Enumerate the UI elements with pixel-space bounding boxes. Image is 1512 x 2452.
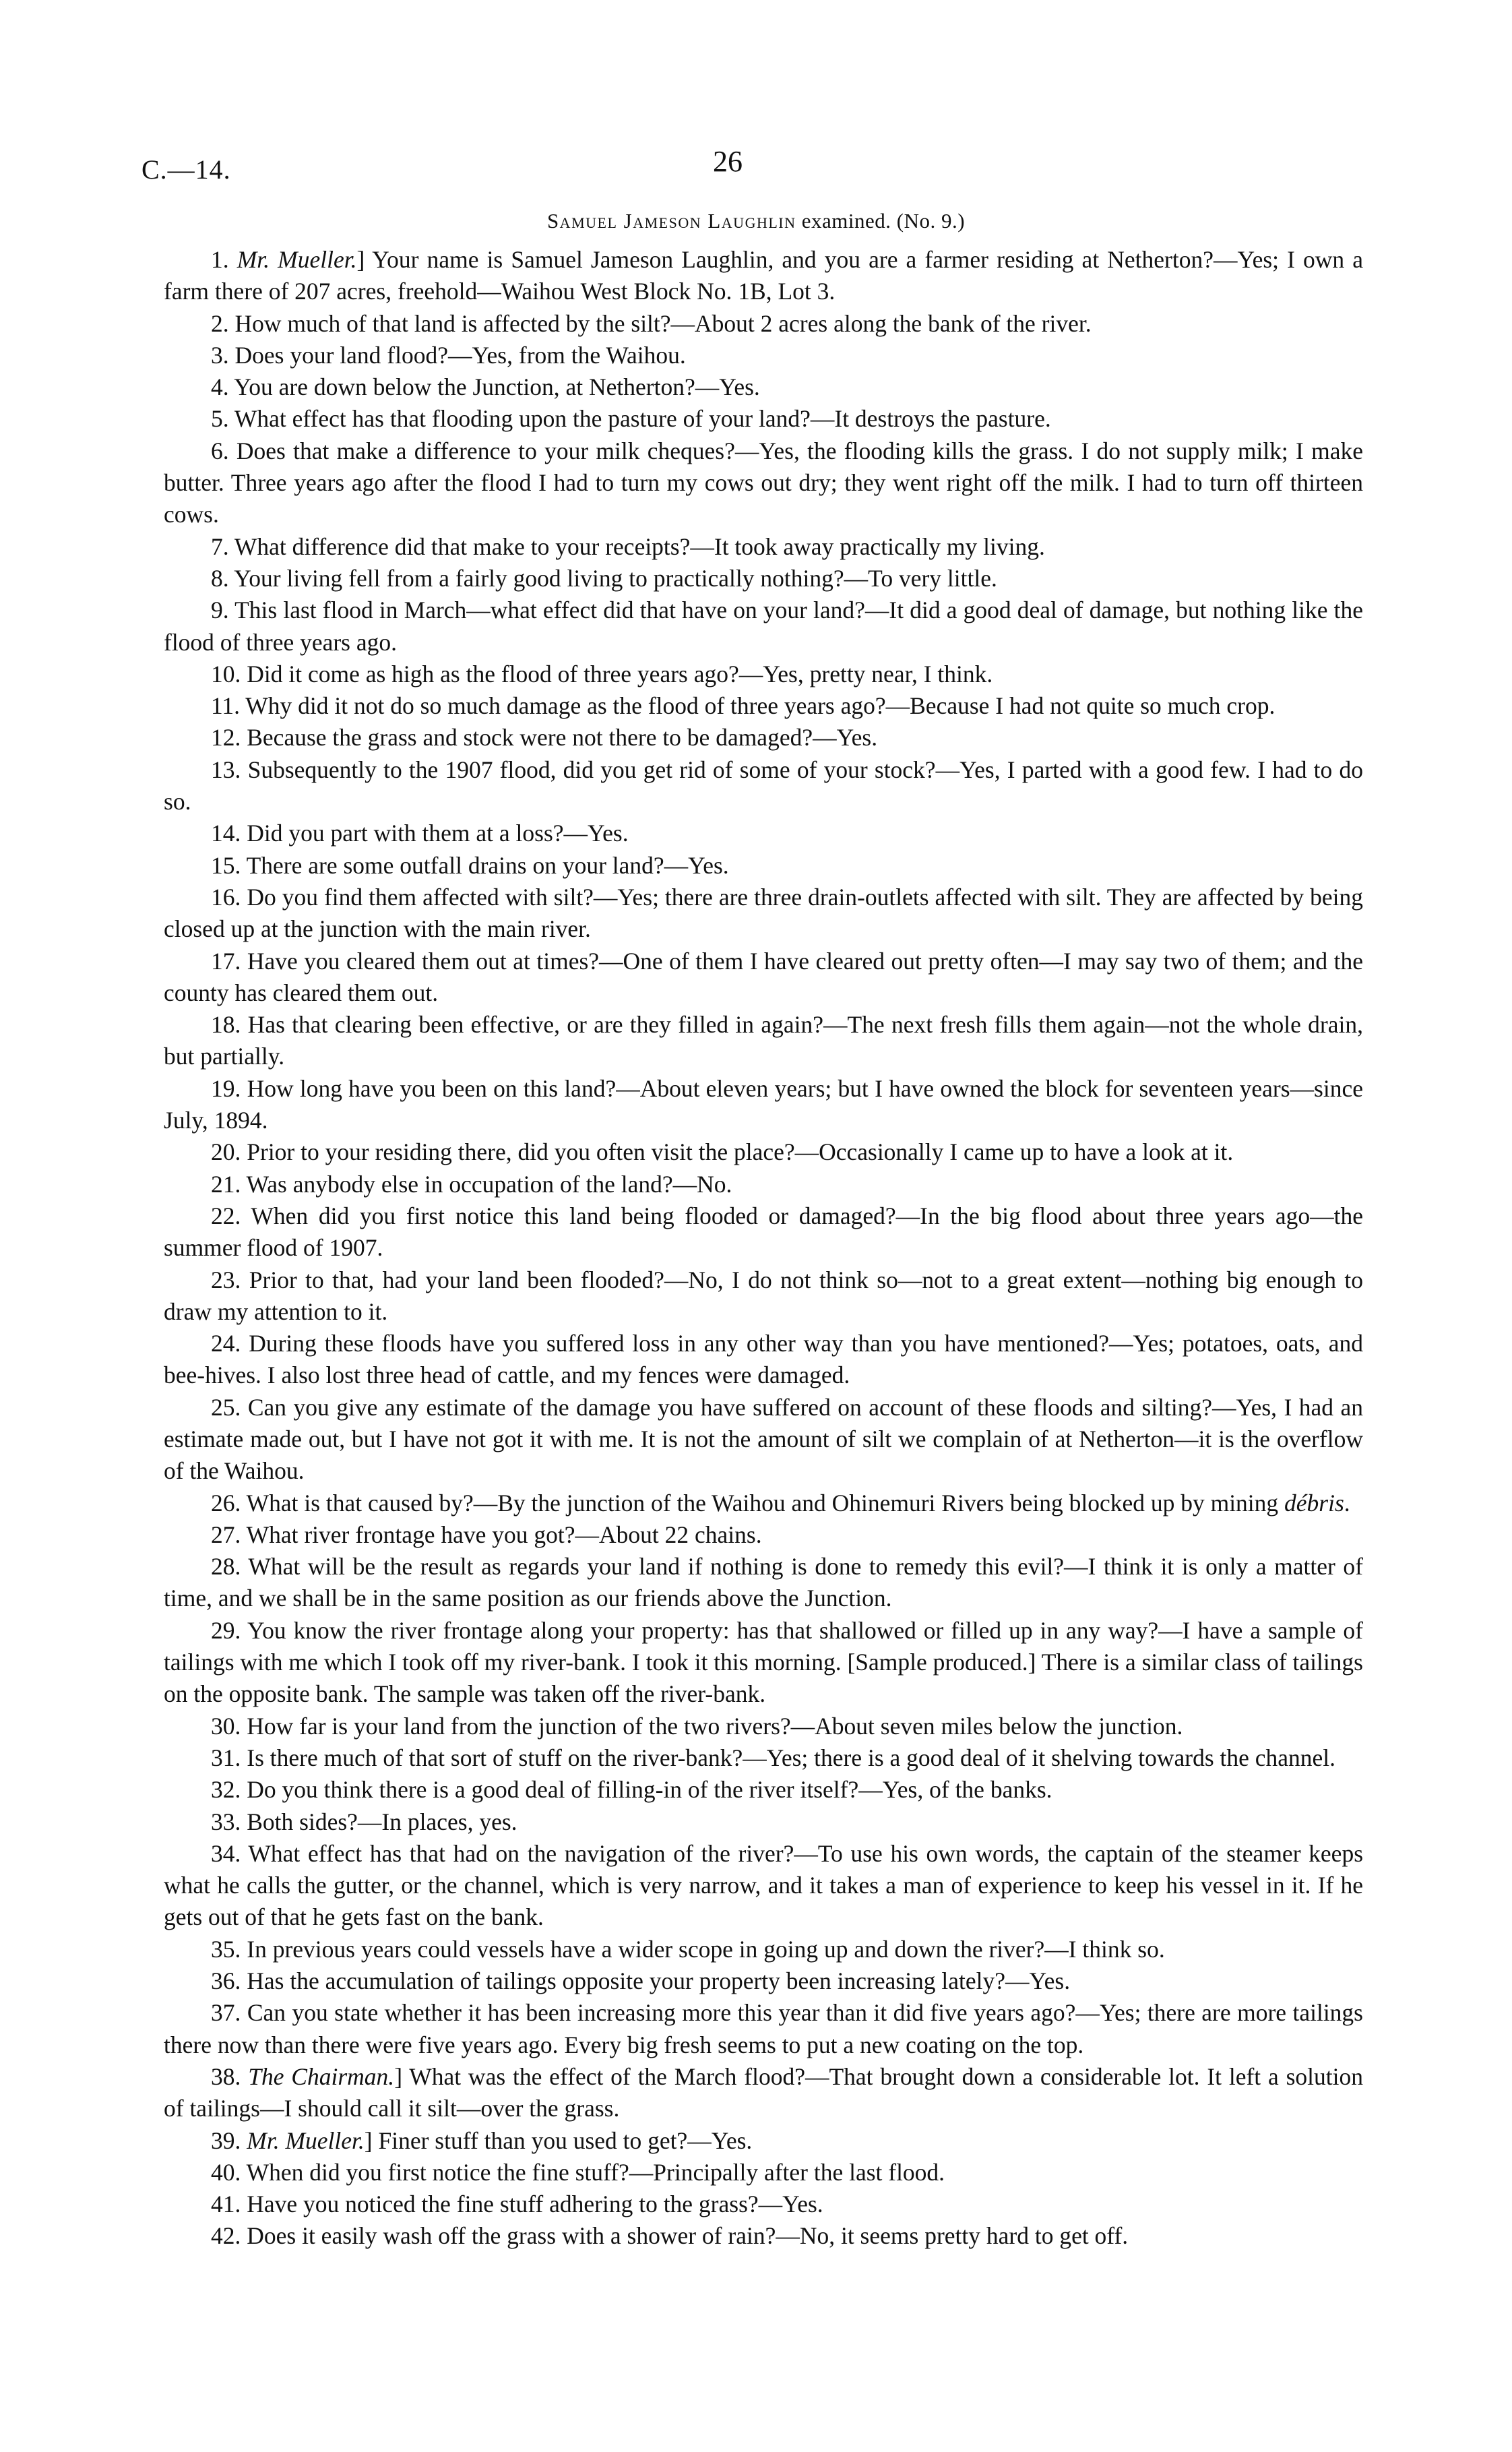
testimony-paragraph (164, 1965, 1363, 1997)
question-number: 37. (211, 1999, 241, 2027)
question-answer-text: Does that make a difference to your milk cheques?—Yes, the flooding kills the grass. I do not supply milk; I make butter. Three years ago after the flood I had to turn my cows out dry; they went right off the milk. I had to turn off thirteen cows. (164, 437, 1363, 528)
question-answer-text: Was anybody else in occupation of the land?—No. (246, 1170, 732, 1198)
question-number: 9. (211, 596, 229, 624)
question-number: 16. (211, 883, 241, 911)
question-answer-text: Do you find them affected with silt?—Yes; there are three drain-outlets affected with silt. They are affected by being closed up at the junction with the main river. (164, 883, 1364, 943)
question-number: 33. (211, 1808, 241, 1835)
question-answer-text: Prior to your residing there, did you often visit the place?—Occasionally I came up to have a look at it. (247, 1138, 1234, 1166)
testimony-paragraph (164, 1488, 1363, 1519)
testimony-paragraph (164, 594, 1363, 658)
testimony-paragraph (164, 1774, 1363, 1806)
testimony-paragraph (164, 850, 1363, 882)
testimony-paragraph (164, 340, 1363, 371)
question-answer-text: When did you first notice the fine stuff?—Principally after the last flood. (246, 2158, 945, 2186)
question-number: 39. (211, 2126, 241, 2154)
question-answer-text: Your living fell from a fairly good living to practically nothing?—To very little. (234, 564, 997, 592)
testimony-paragraph (164, 563, 1363, 594)
testimony-paragraph (164, 722, 1363, 754)
question-answer-text: What effect has that flooding upon the pasture of your land?—It destroys the pasture. (234, 405, 1051, 433)
question-number: 6. (211, 437, 229, 464)
question-number: 18. (211, 1011, 241, 1039)
testimony-paragraph (164, 754, 1363, 818)
testimony-paragraph: 39. Mr. Mueller.] Finer stuff than you used to get?—Yes. (211, 2126, 753, 2154)
question-answer-text: Both sides?—In places, yes. (247, 1808, 517, 1835)
question-number: 12. (211, 724, 241, 752)
witness-number: (No. 9.) (896, 209, 966, 233)
testimony-paragraph (164, 1806, 1363, 1838)
page-number: 26 (713, 145, 743, 178)
question-answer-text: Why did it not do so much damage as the flood of three years ago?—Because I had not quite so much crop. (245, 692, 1275, 720)
question-answer-text: Did you part with them at a loss?—Yes. (247, 820, 629, 847)
testimony-paragraph (164, 1551, 1363, 1615)
testimony-paragraph (164, 818, 1363, 849)
question-number: 14. (211, 820, 241, 847)
question-answer-text: When did you first notice this land being flooded or damaged?—In the big flood about three years ago—the summer flood of 1907. (164, 1202, 1363, 1262)
question-answer-text: In previous years could vessels have a wider scope in going up and down the river?—I think so. (247, 1935, 1165, 1963)
question-number: 34. (211, 1839, 241, 1867)
question-number: 17. (211, 947, 241, 975)
question-number: 15. (211, 851, 241, 879)
question-number: 24. (211, 1330, 241, 1357)
question-answer-text: You know the river frontage along your property: has that shallowed or filled up in any way?—I have a sample of tailings with me which I took off my river-bank. I took it this morning. [Sample produced.] There is a similar class of tailings on the opposite bank. The sample was taken off the river-bank. (164, 1616, 1363, 1708)
question-answer-text: How much of that land is affected by the silt?—About 2 acres along the bank of the river. (234, 309, 1092, 337)
question-number: 23. (211, 1266, 241, 1293)
question-answer-text: Have you noticed the fine stuff adhering to the grass?—Yes. (247, 2190, 823, 2218)
question-answer-text: Is there much of that sort of stuff on the river-bank?—Yes; there is a good deal of it shelving towards the channel. (247, 1744, 1336, 1771)
testimony-paragraph (164, 1934, 1363, 1965)
testimony-paragraph (164, 1328, 1363, 1392)
testimony-paragraph (164, 1009, 1363, 1073)
question-number: 3. (211, 341, 229, 369)
testimony-paragraph (164, 946, 1363, 1010)
testimony-paragraph (164, 2220, 1363, 2252)
question-number: 4. (211, 373, 229, 401)
question-answer-text: Can you give any estimate of the damage you have suffered on account of these floods and silting?—Yes, I had an estimate made out, but I have not got it with me. It is not the amount of silt we complain of at Netherton—it is the overflow of the Waihou. (164, 1393, 1363, 1485)
speaker-name: The Chairman. (248, 2062, 395, 2090)
question-number: 27. (211, 1521, 241, 1548)
testimony-paragraph (164, 1200, 1363, 1264)
question-number: 29. (211, 1616, 241, 1644)
question-answer-text: How long have you been on this land?—About eleven years; but I have owned the block for seventeen years—since July, 1894. (164, 1074, 1363, 1134)
testimony-paragraph (164, 690, 1363, 722)
question-number: 22. (211, 1202, 241, 1229)
testimony-paragraph: 1. Mr. Mueller.] Your name is Samuel Jameson Laughlin, and you are a farmer residing at Netherton?—Yes; I own a farm there of 207 acres, freehold—Waihou West Block No. 1B, Lot 3. (164, 246, 1364, 305)
question-number: 13. (211, 756, 241, 783)
testimony-paragraph (164, 435, 1363, 531)
question-answer-text: What was the effect of the March flood?—That brought down a considerable lot. It left a solution of tailings—I should call it silt—over the grass. (164, 2062, 1364, 2122)
question-number: 10. (211, 660, 241, 687)
question-answer-text: During these floods have you suffered loss in any other way than you have mentioned?—Yes; potatoes, oats, and bee-hives. I also lost three head of cattle, and my fences were damaged. (164, 1330, 1364, 1389)
testimony-paragraph (164, 1711, 1363, 1742)
question-number: 36. (211, 1967, 241, 1995)
question-number: 1. (211, 246, 229, 273)
testimony-paragraph (164, 1742, 1363, 1774)
question-number: 30. (211, 1712, 241, 1740)
testimony-paragraph (164, 1264, 1363, 1328)
testimony-paragraph (164, 531, 1363, 563)
testimony-paragraph (164, 1073, 1363, 1137)
testimony-paragraph (164, 882, 1363, 946)
testimony-paragraph: 38. The Chairman.] What was the effect of the March flood?—That brought down a considerable lot. It left a solution of tailings—I should call it silt—over the grass. (164, 2062, 1364, 2122)
question-answer-text: There are some outfall drains on your land?—Yes. (246, 851, 729, 879)
testimony-paragraph (164, 371, 1363, 403)
question-answer-text: Have you cleared them out at times?—One of them I have cleared out pretty often—I may say two of them; and the county has cleared them out. (164, 947, 1364, 1006)
question-answer-text: What river frontage have you got?—About 22 chains. (246, 1521, 762, 1548)
question-number: 38. (211, 2062, 241, 2090)
question-answer-text: You are down below the Junction, at Netherton?—Yes. (234, 373, 760, 401)
question-number: 21. (211, 1170, 241, 1198)
question-answer-text: Do you think there is a good deal of filling-in of the river itself?—Yes, of the banks. (247, 1776, 1052, 1804)
question-answer-text: Did it come as high as the flood of three years ago?—Yes, pretty near, I think. (247, 660, 993, 687)
question-number: 31. (211, 1744, 241, 1771)
testimony-body (164, 244, 1363, 2252)
question-number: 11. (211, 692, 241, 720)
witness-name: Samuel Jameson Laughlin (546, 209, 796, 233)
question-answer-text: This last flood in March—what effect did that have on your land?—It did a good deal of damage, but nothing like the flood of three years ago. (164, 596, 1363, 656)
question-answer-text: What will be the result as regards your land if nothing is done to remedy this evil?—I think it is only a matter of time, and we shall be in the same position as our friends above the Junction. (164, 1553, 1363, 1612)
italic-term: débris (1284, 1489, 1344, 1516)
question-answer-text: Your name is Samuel Jameson Laughlin, and you are a farmer residing at Netherton?—Yes; I own a farm there of 207 acres, freehold—Waihou West Block No. 1B, Lot 3. (164, 246, 1364, 305)
heading-text: examined. (801, 209, 891, 233)
question-answer-text: Has that clearing been effective, or are they filled in again?—The next fresh fills them again—not the whole drain, but partially. (164, 1011, 1363, 1070)
testimony-paragraph (164, 308, 1363, 340)
testimony-paragraph (164, 1392, 1363, 1488)
question-number: 19. (211, 1074, 241, 1102)
testimony-paragraph (164, 658, 1363, 690)
testimony-paragraph (164, 1997, 1363, 2061)
question-answer-text: Does your land flood?—Yes, from the Waihou. (234, 341, 686, 369)
document-id: C.—14. (141, 154, 231, 185)
testimony-paragraph (164, 1519, 1363, 1551)
speaker-name: Mr. Mueller. (237, 246, 357, 273)
question-number: 8. (211, 564, 229, 592)
testimony-paragraph (164, 1169, 1363, 1200)
question-answer-text: Subsequently to the 1907 flood, did you get rid of some of your stock?—Yes, I parted with a good few. I had to do so. (164, 756, 1363, 816)
question-number: 7. (211, 532, 229, 560)
testimony-paragraph (164, 2157, 1363, 2188)
testimony-paragraph (164, 1615, 1363, 1711)
question-number: 5. (211, 405, 229, 433)
question-answer-text: Because the grass and stock were not there to be damaged?—Yes. (247, 724, 878, 752)
testimony-paragraph (164, 1136, 1363, 1168)
question-answer-text: What is that caused by?—By the junction of the Waihou and Ohinemuri Rivers being blocked up by mining (246, 1489, 1279, 1516)
trailing-punctuation: . (1344, 1489, 1350, 1516)
question-answer-text: Has the accumulation of tailings opposite your property been increasing lately?—Yes. (247, 1967, 1071, 1995)
question-answer-text: How far is your land from the junction of the two rivers?—About seven miles below the junction. (247, 1712, 1183, 1740)
speaker-name: Mr. Mueller. (247, 2126, 365, 2154)
question-number: 35. (211, 1935, 241, 1963)
question-answer-text: Can you state whether it has been increasing more this year than it did five years ago?—Yes; there are more tailings there now than there were five years ago. Every big fresh seems to put a new coating on the top. (164, 1999, 1363, 2058)
testimony-paragraph (164, 403, 1363, 435)
question-number: 40. (211, 2158, 241, 2186)
question-answer-text: What effect has that had on the navigation of the river?—To use his own words, the captain of the steamer keeps what he calls the gutter, or the channel, which is very narrow, and it takes a man of experience to keep his vessel in it. If he gets out of that he gets fast on the bank. (164, 1839, 1364, 1931)
question-number: 26. (211, 1489, 241, 1516)
question-number: 42. (211, 2222, 241, 2250)
question-answer-text: Prior to that, had your land been flooded?—No, I do not think so—not to a great extent—nothing big enough to draw my attention to it. (164, 1266, 1364, 1325)
witness-heading (0, 209, 1512, 233)
question-number: 25. (211, 1393, 241, 1421)
testimony-paragraph (164, 2188, 1363, 2220)
testimony-paragraph (164, 1838, 1363, 1934)
question-number: 41. (211, 2190, 241, 2218)
question-answer-text: What difference did that make to your receipts?—It took away practically my living. (234, 532, 1045, 560)
question-number: 20. (211, 1138, 241, 1166)
question-number: 32. (211, 1776, 241, 1804)
question-number: 28. (211, 1553, 241, 1581)
question-answer-text: Does it easily wash off the grass with a shower of rain?—No, it seems pretty hard to get off. (247, 2222, 1129, 2250)
question-answer-text: Finer stuff than you used to get?—Yes. (378, 2126, 753, 2154)
question-number: 2. (211, 309, 229, 337)
